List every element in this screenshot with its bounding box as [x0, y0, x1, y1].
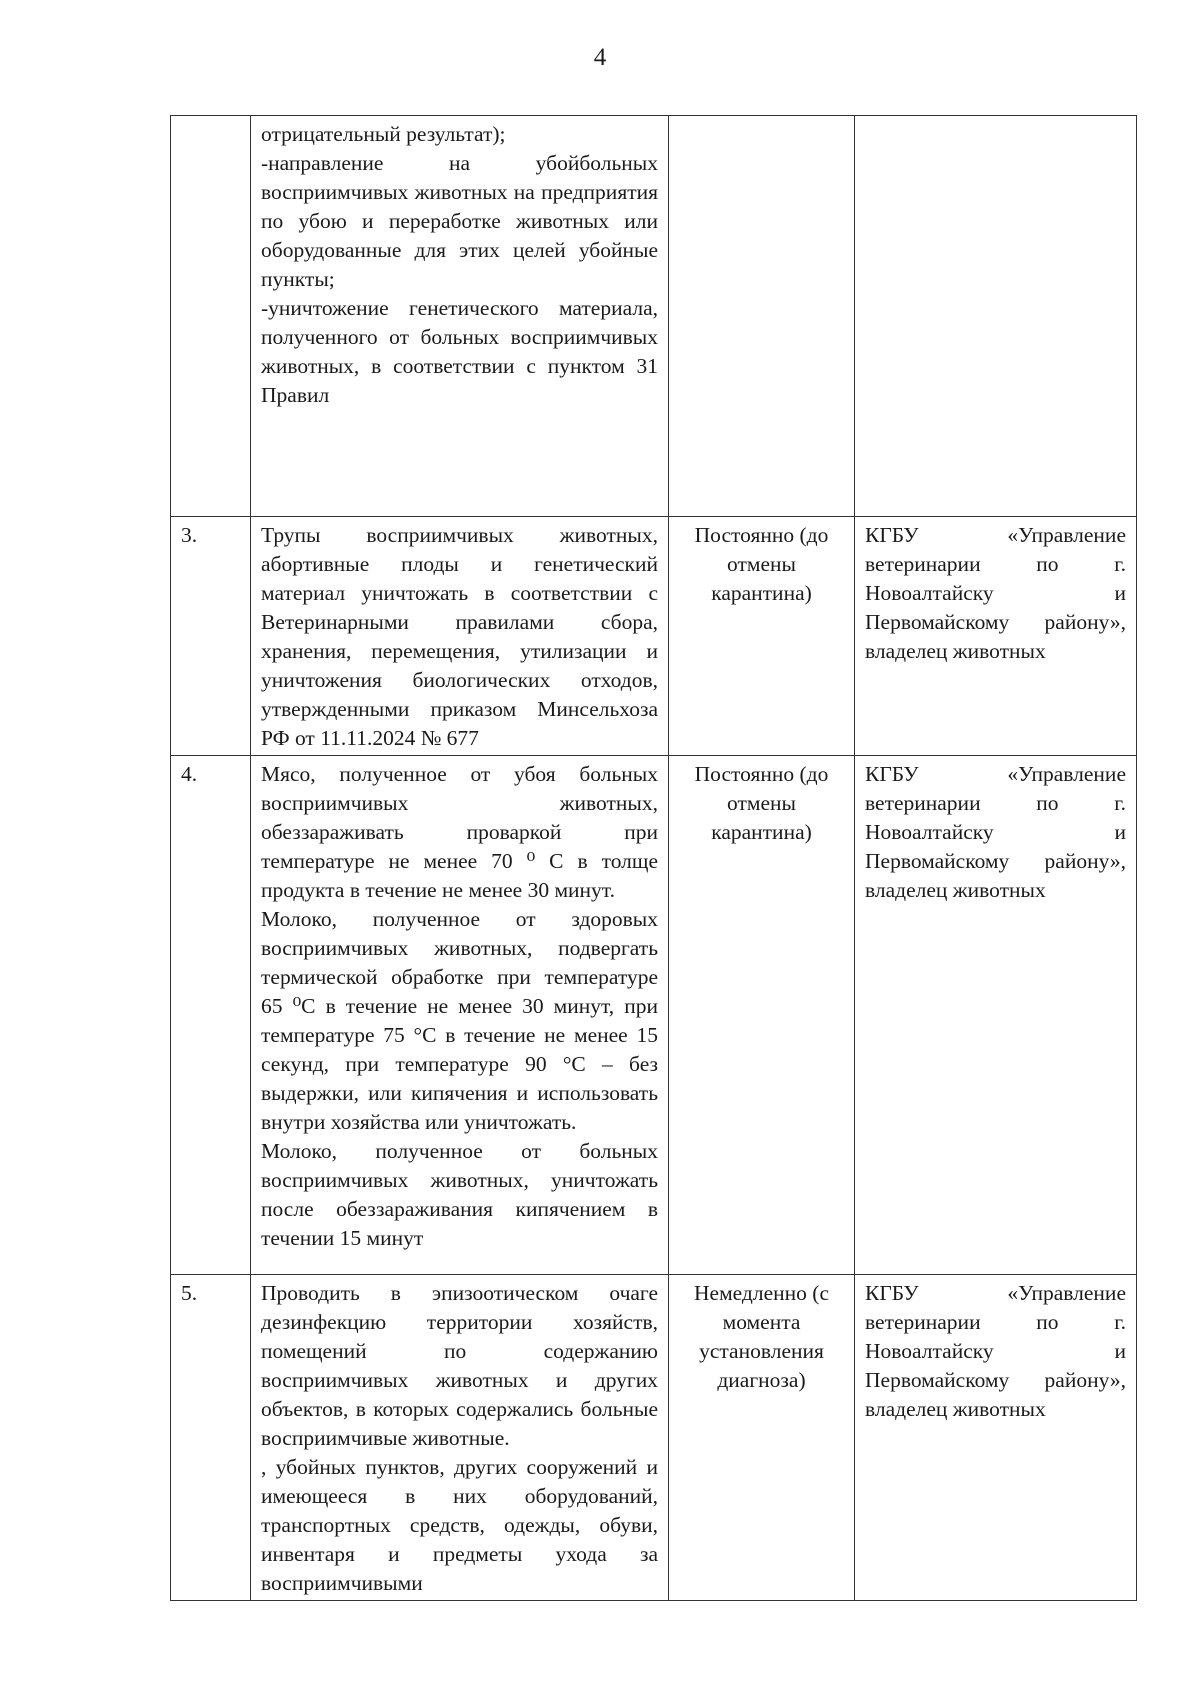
responsible-cell: КГБУ «Управление ветеринарии по г. Новоалтайску и Первомайскому району», владелец животных [855, 756, 1137, 1275]
table-row [171, 756, 1137, 1275]
table-row [171, 116, 1137, 517]
measure-paragraph: , убойных пунктов, других сооружений и имеющееся в них оборудований, транспортных средств, одежды, обуви, инвентаря и предметы ухода за восприимчивыми [261, 1455, 658, 1595]
term-cell: Постоянно (до отмены карантина) [669, 756, 855, 1275]
term-cell: Постоянно (до отмены карантина) [669, 517, 855, 756]
measure-paragraph: Трупы восприимчивых животных, абортивные плоды и генетический материал уничтожать в соответствии с Ветеринарными правилами сбора, хранения, перемещения, утилизации и уничтожения биологических отходов, утвержденными приказом Минсельхоза РФ от 11.11.2024 № 677 [261, 523, 658, 750]
measure-cell [251, 1275, 669, 1601]
table-row [171, 1275, 1137, 1601]
table-row [171, 517, 1137, 756]
row-number-cell: 5. [171, 1275, 251, 1601]
measure-cell [251, 756, 669, 1275]
row-number-cell: 4. [171, 756, 251, 1275]
row-number-cell [171, 116, 251, 517]
term-cell: Немедленно (с момента установления диагноза) [669, 1275, 855, 1601]
measure-paragraph: отрицательный результат); [261, 122, 506, 146]
measure-paragraph: Мясо, полученное от убоя больных восприимчивых животных, обеззараживать проваркой при температуре не менее 70 ⁰ С в толще продукта в течение не менее 30 минут. [261, 762, 658, 902]
measure-cell [251, 517, 669, 756]
page-number: 4 [593, 44, 607, 71]
term-cell [669, 116, 855, 517]
measure-paragraph: -направление на убойбольных восприимчивых животных на предприятия по убою и переработке животных или оборудованные для этих целей убойные пункты; [261, 151, 658, 291]
responsible-cell: КГБУ «Управление ветеринарии по г. Новоалтайску и Первомайскому району», владелец животных [855, 1275, 1137, 1601]
measure-paragraph: Молоко, полученное от больных восприимчивых животных, уничтожать после обеззараживания кипячением в течении 15 минут [261, 1139, 658, 1250]
measure-paragraph: Проводить в эпизоотическом очаге дезинфекцию территории хозяйств, помещений по содержанию восприимчивых животных и других объектов, в которых содержались больные восприимчивые животные. [261, 1281, 658, 1450]
responsible-cell: КГБУ «Управление ветеринарии по г. Новоалтайску и Первомайскому району», владелец животных [855, 517, 1137, 756]
measures-table [170, 115, 1137, 1601]
measure-paragraph: -уничтожение генетического материала, полученного от больных восприимчивых животных, в соответствии с пунктом 31 Правил [261, 296, 658, 407]
measure-paragraph: Молоко, полученное от здоровых восприимчивых животных, подвергать термической обработке при температуре 65 ⁰С в течение не менее 30 минут, при температуре 75 °С в течение не менее 15 секунд, при температуре 90 °С – без выдержки, или кипячения и использовать внутри хозяйства или уничтожать. [261, 907, 658, 1134]
responsible-cell [855, 116, 1137, 517]
row-number-cell: 3. [171, 517, 251, 756]
measure-cell [251, 116, 669, 517]
